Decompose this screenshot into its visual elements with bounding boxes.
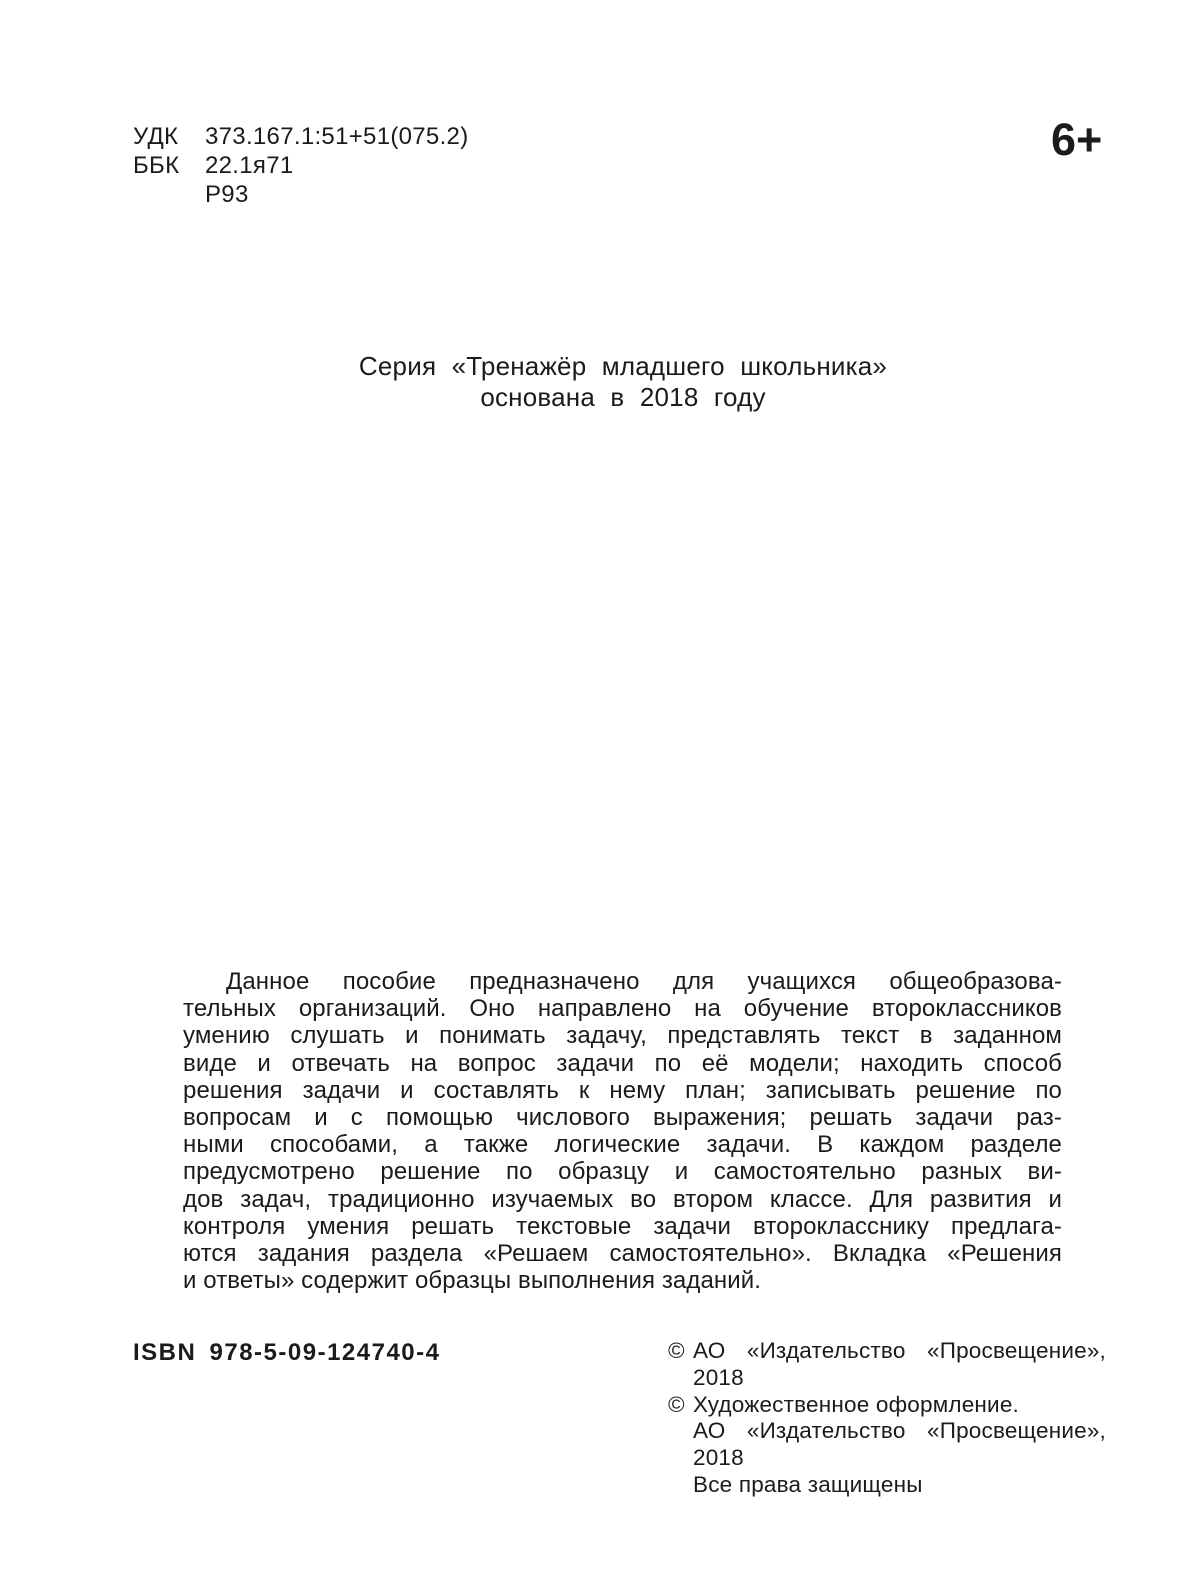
copyright-block [668, 1338, 1106, 1499]
annotation-line: ными способами, а также логические задачи. В каждом разделе [183, 1131, 1062, 1159]
isbn: ISBN 978-5-09-124740-4 [133, 1339, 441, 1366]
copyright-symbol: © [668, 1391, 685, 1417]
copyright-text: Все права защищены [693, 1471, 923, 1497]
annotation-line: умению слушать и понимать задачу, представлять текст в заданном [183, 1022, 1062, 1050]
annotation-line: и ответы» содержит образцы выполнения заданий. [183, 1267, 762, 1295]
series-line-2: основана в 2018 году [480, 382, 766, 412]
copyright-symbol: © [668, 1338, 685, 1363]
annotation-line: Данное пособие предназначено для учащихся общеобразова- [226, 968, 1062, 995]
annotation-lines [183, 968, 1062, 1294]
annotation-line: тельных организаций. Оно направлено на обучение второклассников [183, 995, 1062, 1023]
copyright-text: АО «Издательство «Просвещение», 2018 [693, 1418, 1106, 1471]
copyright-line [668, 1418, 1106, 1472]
copyright-line [668, 1472, 1106, 1499]
age-rating-badge: 6+ [1051, 114, 1103, 165]
copyright-line [668, 1338, 1106, 1392]
annotation-line: решения задачи и составлять к нему план; записывать решение по [183, 1076, 1062, 1104]
copyright-text: АО «Издательство «Просвещение», 2018 [693, 1338, 1106, 1390]
annotation-line: дов задач, традиционно изучаемых во втором классе. Для развития и [183, 1185, 1062, 1213]
author-sign: Р93 [205, 181, 249, 208]
udc-label: УДК [133, 123, 179, 150]
bbk-value: 22.1я71 [205, 152, 294, 179]
copyright-text: Художественное оформление. [693, 1391, 1019, 1417]
classification-block [133, 122, 469, 209]
series-line-1: Серия «Тренажёр младшего школьника» [358, 351, 888, 381]
annotation-line: контроля умения решать текстовые задачи второкласснику предлага- [183, 1212, 1062, 1240]
author-sign-spacer [133, 180, 205, 209]
bbk-row [133, 151, 469, 180]
annotation-line: ются задания раздела «Решаем самостоятельно». Вкладка «Решения [183, 1240, 1062, 1268]
copyright-line [668, 1392, 1106, 1419]
udc-value: 373.167.1:51+51(075.2) [205, 123, 469, 150]
bbk-label: ББК [133, 152, 180, 179]
udc-row [133, 122, 469, 151]
series-statement [183, 351, 1063, 413]
annotation-line: виде и отвечать на вопрос задачи по её модели; находить способ [183, 1049, 1062, 1077]
annotation-paragraph [183, 968, 1062, 1294]
annotation-line: предусмотрено решение по образцу и самостоятельно разных ви- [183, 1158, 1062, 1186]
annotation-line: вопросам и с помощью числового выражения; решать задачи раз- [183, 1104, 1062, 1132]
author-sign-row [133, 180, 469, 209]
